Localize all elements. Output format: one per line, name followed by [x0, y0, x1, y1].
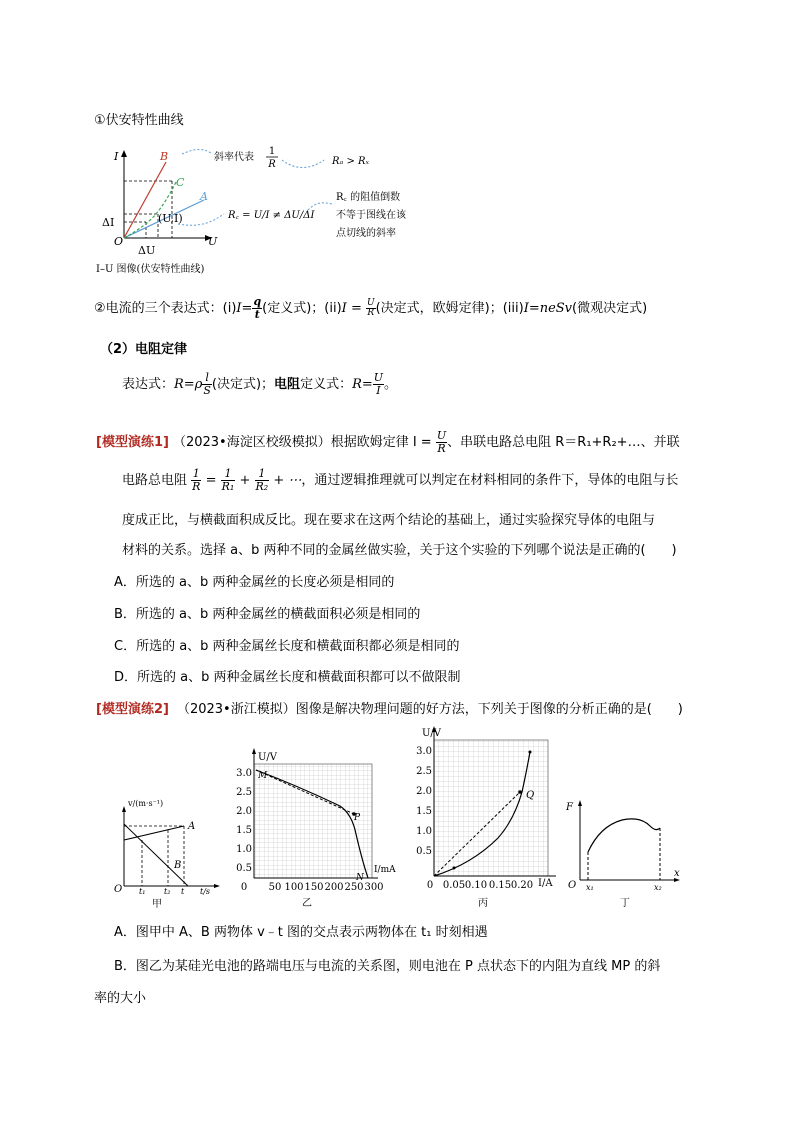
line-b	[124, 824, 188, 886]
line-b	[124, 162, 166, 238]
q1-ohm-fraction: $\frac{U}{R}$	[436, 429, 447, 455]
def-label: (定义式)；(ii)	[262, 301, 342, 316]
bing-xtick: 0	[426, 880, 434, 891]
jia-t2: t₂	[164, 887, 171, 896]
q2-tag: [模型演练2]	[96, 702, 169, 717]
def-fraction-r: $\frac{U}{I}$	[373, 371, 384, 397]
figure-yi	[228, 748, 396, 910]
bing-xlabel: I/A	[538, 878, 553, 889]
figure-jia	[112, 796, 222, 910]
def-fraction: $\frac{q}{t}$	[253, 295, 262, 321]
ra-gt-rb: Rₐ > Rₓ	[332, 156, 370, 167]
yi-xtick: 100	[284, 882, 304, 893]
rc-note-2: 不等于图线在该	[336, 210, 406, 221]
bing-xtick: 0.15	[488, 880, 512, 891]
micro-expression: I=neSv	[523, 301, 573, 316]
yi-ytick: 2.0	[236, 806, 252, 817]
bing-ytick: 3.0	[416, 746, 432, 757]
bing-ylabel: U/V	[422, 728, 442, 739]
q1-line2b: ，通过逻辑推理就可以判定在材料相同的条件下，导体的电阻与长	[301, 473, 679, 488]
q2-option-b-line-1[interactable]: B．图乙为某硅光电池的路端电压与电流的关系图，则电池在 P 点状态下的内阻为直线 MP 的斜	[114, 959, 661, 974]
ding-caption: 丁	[620, 898, 630, 909]
bing-ytick: 0.5	[416, 846, 432, 857]
bing-xtick: 0.20	[510, 880, 534, 891]
q1-line-4: 材料的关系。选择 a、b 两种不同的金属丝做实验，关于这个实验的下列哪个说法是正确的( )	[122, 543, 677, 558]
resistance-law-expression: 表达式：R=ρ $\frac{l}{S}$ (决定式)；电阻定义式：R= $\frac{U}{I}$ 。	[122, 371, 398, 397]
jia-ylabel: v/(m·s⁻¹)	[128, 799, 164, 808]
slope-frac-den: R	[268, 159, 276, 170]
def-bold: 电阻	[274, 377, 301, 392]
ding-x1: x₁	[586, 883, 594, 892]
yi-xtick: 200	[324, 882, 344, 893]
q1-source: （2023•海淀区校级模拟）	[172, 435, 331, 450]
axis-i-label: I	[114, 150, 119, 163]
q2-option-a[interactable]: A．图甲中 A、B 两物体 v﹣t 图的交点表示两物体在 t₁ 时刻相遇	[114, 925, 488, 940]
expr-prefix: ②电流的三个表达式：(i)	[94, 301, 237, 316]
rc-note-3: 点切线的斜率	[336, 228, 396, 239]
jia-label-a: A	[188, 821, 196, 832]
yi-ytick: 3.0	[236, 768, 252, 779]
expr-end: (决定式)；	[211, 377, 275, 392]
yi-label-p: P	[354, 813, 361, 823]
slope-frac-num: 1	[268, 146, 276, 157]
label-c: C	[176, 176, 185, 189]
section-heading-iv-curve: ①伏安特性曲线	[94, 113, 184, 128]
q1-line1a: 根据欧姆定律 I =	[330, 435, 432, 450]
slope-note: 斜率代表	[214, 152, 254, 163]
yi-ytick: 1.0	[236, 844, 252, 855]
yi-ylabel: U/V	[258, 752, 278, 763]
ding-ylabel: F	[566, 802, 573, 813]
q1-line-1	[96, 430, 680, 455]
bing-caption: 丙	[478, 898, 488, 909]
figure-ding	[564, 796, 684, 910]
label-a: A	[200, 190, 208, 203]
rc-formula: R꜀ = U/I ≠ ΔU/ΔI	[228, 210, 315, 221]
yi-xlabel: I/mA	[374, 865, 396, 875]
q1-line-3: 度成正比，与横截面积成反比。现在要求在这两个结论的基础上，通过实验探究导体的电阻与	[122, 513, 656, 528]
bing-ytick: 1.0	[416, 826, 432, 837]
ding-x2: x₂	[654, 883, 662, 892]
def-rest: 定义式：	[300, 377, 353, 392]
iv-figure-caption: I–U 图像(伏安特性曲线)	[96, 264, 205, 275]
q1-tag: [模型演练1]	[96, 435, 169, 450]
yi-caption: 乙	[302, 898, 312, 909]
yi-ytick: 2.5	[236, 787, 252, 798]
label-b: B	[160, 150, 169, 163]
jia-origin: O	[114, 884, 123, 895]
origin-label: O	[114, 235, 124, 248]
iv-curve-figure	[96, 142, 440, 282]
q1-option-b[interactable]: B．所选的 a、b 两种金属丝的横截面积必须是相同的	[114, 607, 421, 622]
yi-label-n: N	[356, 873, 364, 883]
q2-stem: 图像是解决物理问题的好方法，下列关于图像的分析正确的是( )	[295, 702, 683, 717]
micro-label: (微观决定式)	[572, 301, 648, 316]
delta-i-label: ΔI	[102, 216, 115, 229]
yi-xtick: 150	[304, 882, 324, 893]
yi-label-m: M	[258, 771, 268, 781]
rc-note-1: R꜀ 的阻值倒数	[336, 192, 401, 203]
rho-fraction: $\frac{l}{S}$	[203, 371, 211, 397]
bing-ytick: 2.0	[416, 786, 432, 797]
ding-curve	[588, 819, 660, 852]
q1-option-c[interactable]: C．所选的 a、b 两种金属丝长度和横截面积都必须是相同的	[114, 639, 460, 654]
yi-xtick: 50	[268, 882, 282, 893]
ding-xlabel: x	[674, 868, 680, 879]
expr-label: 表达式：	[122, 377, 175, 392]
q2-source: （2023•浙江模拟）	[176, 702, 296, 717]
resistance-law-heading: （2）电阻定律	[100, 342, 188, 357]
q2-option-b-line-2[interactable]: 率的大小	[94, 991, 147, 1006]
yi-ytick: 1.5	[236, 825, 252, 836]
q2-stem-line	[96, 698, 683, 717]
bing-ytick: 2.5	[416, 766, 432, 777]
bing-xtick: 0.10	[464, 880, 488, 891]
ohm-fraction: $\frac{U}{R}$	[366, 298, 375, 318]
q1-line-2: 电路总电阻 $\frac{1}{R}$ = $\frac{1}{\text{R₁}}$ + $\frac{1}{\text{R₂}}$ + ⋯，通过逻辑推理就可以判定在材料相同的条件下，导体的电阻与长	[122, 467, 679, 493]
q1-option-d[interactable]: D．所选的 a、b 两种金属丝长度和横截面积都可以不做限制	[114, 670, 461, 685]
jia-label-b: B	[174, 860, 182, 871]
bing-xtick: 0.05	[442, 880, 466, 891]
jia-t1: t₁	[139, 887, 146, 896]
axis-u-label: U	[208, 235, 218, 248]
jia-caption: 甲	[152, 899, 162, 910]
delta-u-label: ΔU	[138, 244, 156, 257]
q1-option-a[interactable]: A．所选的 a、b 两种金属丝的长度必须是相同的	[114, 575, 395, 590]
bing-label-q: Q	[526, 790, 535, 801]
q1-line1b: 、串联电路总电阻 R＝R₁+R₂+…、并联	[447, 435, 680, 450]
period: 。	[384, 377, 398, 392]
current-expressions-line: ②电流的三个表达式：(i)I= $\frac{q}{t}$ (定义式)；(ii)I = $\frac{U}{R}$ (决定式，欧姆定律)；(iii)I=neSv(微观决定式)	[94, 295, 648, 321]
yi-xtick: 250	[344, 882, 364, 893]
yi-xtick: 300	[364, 882, 384, 893]
det-label: (决定式，欧姆定律)；(iii)	[375, 301, 524, 316]
q1-line2a: 电路总电阻	[122, 473, 188, 488]
jia-t: t	[181, 887, 185, 896]
ding-origin: O	[568, 880, 577, 891]
jia-ts: t/s	[200, 887, 211, 896]
figure-bing	[408, 726, 564, 910]
yi-ytick: 0.5	[236, 863, 252, 874]
point-ui-label: (U,I)	[158, 212, 183, 225]
yi-xtick: 0	[240, 882, 248, 893]
bing-ytick: 1.5	[416, 806, 432, 817]
